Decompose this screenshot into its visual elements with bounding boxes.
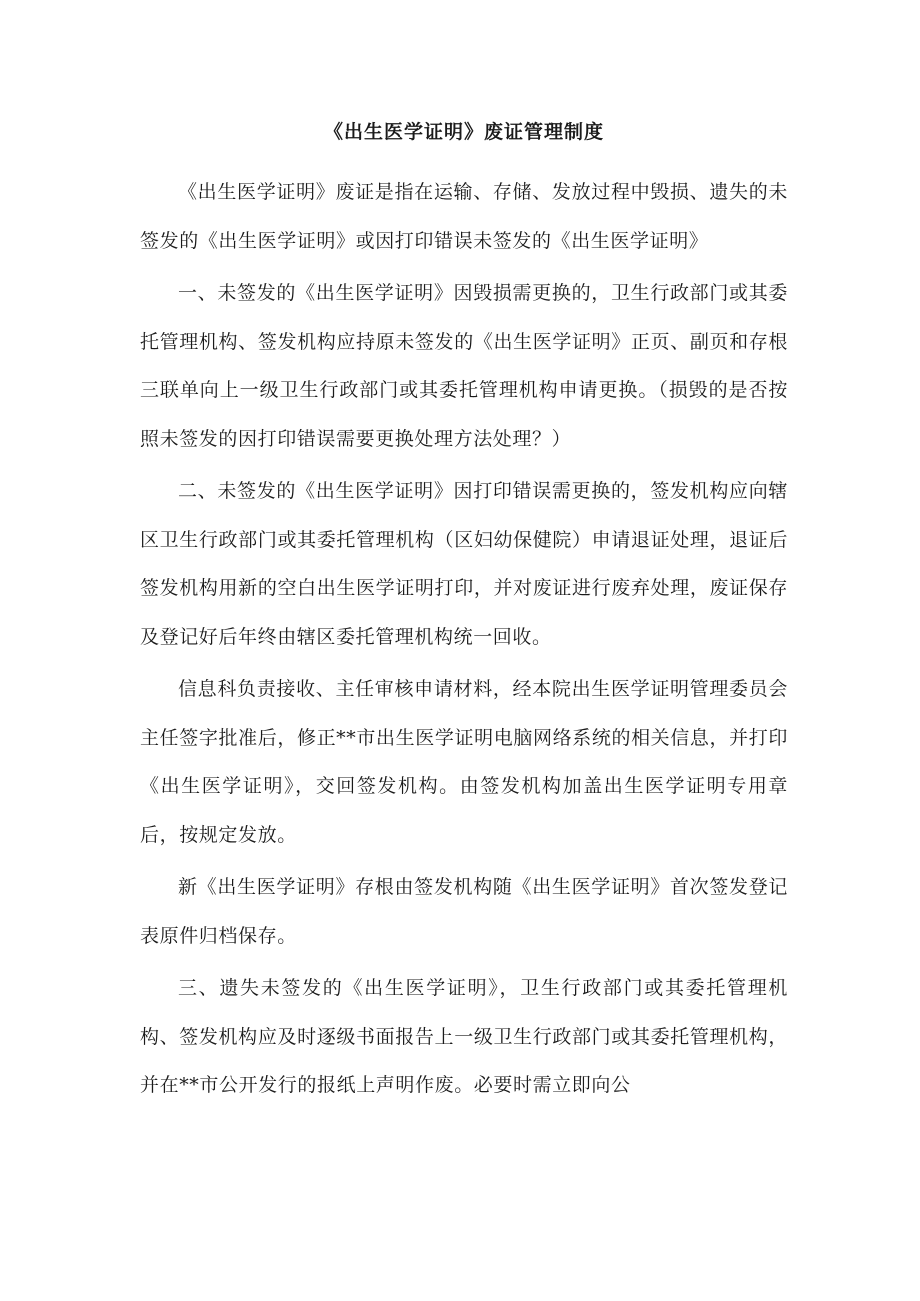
paragraph-section-3: 三、遗失未签发的《出生医学证明》，卫生行政部门或其委托管理机构、签发机构应及时逐级书面报告上一级卫生行政部门或其委托管理机构，并在**市公开发行的报纸上声明作废。必要时需立即向公 xyxy=(140,977,788,1096)
paragraph-definition: 《出生医学证明》废证是指在运输、存储、发放过程中毁损、遗失的未签发的《出生医学证明》或因打印错误未签发的《出生医学证明》 xyxy=(140,181,788,252)
paragraph-info-dept: 信息科负责接收、主任审核申请材料，经本院出生医学证明管理委员会主任签字批准后，修正**市出生医学证明电脑网络系统的相关信息，并打印《出生医学证明》，交回签发机构。由签发机构加盖出生医学证明专用章后，按规定发放。 xyxy=(140,678,788,846)
document-title: 《出生医学证明》废证管理制度 xyxy=(323,121,604,143)
paragraph-archive: 新《出生医学证明》存根由签发机构随《出生医学证明》首次签发登记表原件归档保存。 xyxy=(140,876,788,947)
paragraph-section-1: 一、未签发的《出生医学证明》因毁损需更换的，卫生行政部门或其委托管理机构、签发机构应持原未签发的《出生医学证明》正页、副页和存根三联单向上一级卫生行政部门或其委托管理机构申请更换。（损毁的是否按照未签发的因打印错误需要更换处理方法处理？） xyxy=(140,282,788,450)
paragraph-section-2: 二、未签发的《出生医学证明》因打印错误需更换的，签发机构应向辖区卫生行政部门或其委托管理机构（区妇幼保健院）申请退证处理，退证后签发机构用新的空白出生医学证明打印，并对废证进行废弃处理，废证保存及登记好后年终由辖区委托管理机构统一回收。 xyxy=(140,480,788,648)
